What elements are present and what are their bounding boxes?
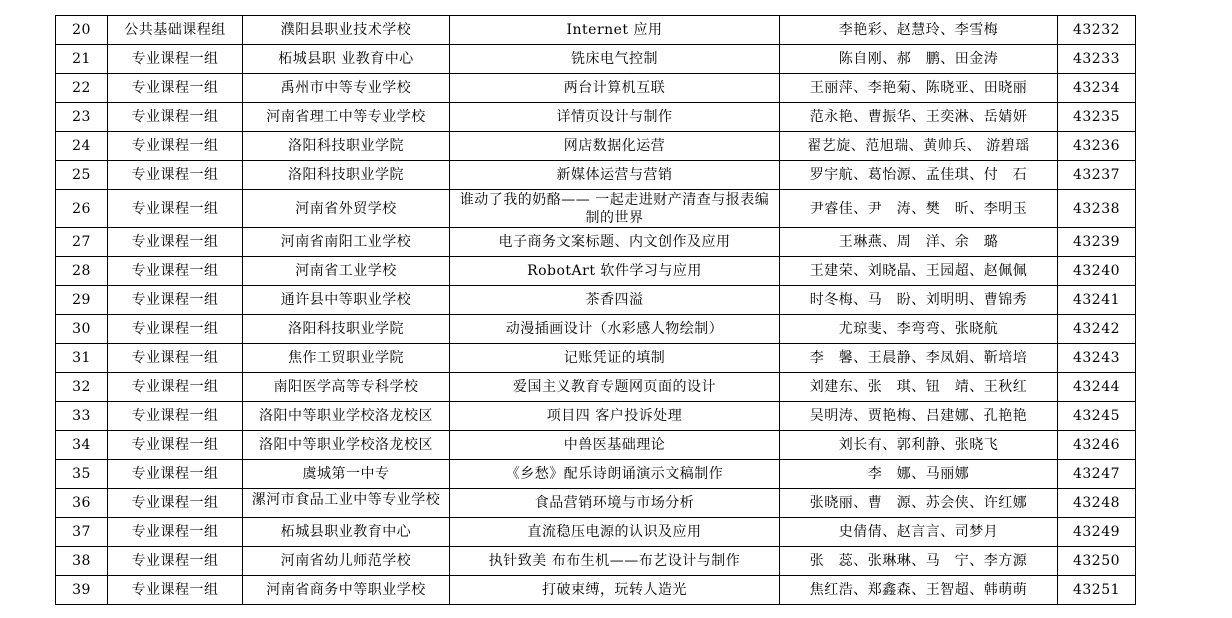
school-cell: 柘城县职业教育中心: [243, 518, 450, 547]
group-cell: 专业课程一组: [108, 132, 243, 161]
row-number-cell: 20: [56, 16, 108, 45]
group-cell: 专业课程一组: [108, 373, 243, 402]
school-cell: 河南省理工中等专业学校: [243, 103, 450, 132]
group-cell: 专业课程一组: [108, 74, 243, 103]
table-row: [56, 74, 1136, 103]
table-row: [56, 518, 1136, 547]
authors-cell: 罗宇航、葛怡源、孟佳琪、付 石: [780, 161, 1058, 190]
row-number-cell: 23: [56, 103, 108, 132]
school-cell: 河南省外贸学校: [243, 190, 450, 228]
table-row: [56, 373, 1136, 402]
group-cell: 专业课程一组: [108, 286, 243, 315]
table-row: [56, 315, 1136, 344]
school-cell: 濮阳县职业技术学校: [243, 16, 450, 45]
group-cell: 专业课程一组: [108, 190, 243, 228]
row-number-cell: 24: [56, 132, 108, 161]
work-title-cell: 新媒体运营与营销: [450, 161, 780, 190]
school-cell: 洛阳科技职业学院: [243, 161, 450, 190]
group-cell: 专业课程一组: [108, 257, 243, 286]
authors-cell: 李艳彩、赵慧玲、李雪梅: [780, 16, 1058, 45]
school-cell: 河南省工业学校: [243, 257, 450, 286]
code-cell: 43250: [1058, 547, 1136, 576]
work-title-cell: 爱国主义教育专题网页面的设计: [450, 373, 780, 402]
row-number-cell: 21: [56, 45, 108, 74]
table-row: [56, 344, 1136, 373]
row-number-cell: 22: [56, 74, 108, 103]
authors-cell: 史倩倩、赵言言、司梦月: [780, 518, 1058, 547]
table-row: [56, 16, 1136, 45]
code-cell: 43238: [1058, 190, 1136, 228]
authors-cell: 王丽萍、李艳菊、陈晓亚、田晓丽: [780, 74, 1058, 103]
group-cell: 公共基础课程组: [108, 16, 243, 45]
code-cell: 43246: [1058, 431, 1136, 460]
code-cell: 43237: [1058, 161, 1136, 190]
group-cell: 专业课程一组: [108, 315, 243, 344]
school-cell: 禹州市中等专业学校: [243, 74, 450, 103]
school-cell: 柘城县职 业教育中心: [243, 45, 450, 74]
code-cell: 43251: [1058, 576, 1136, 605]
authors-cell: 尹睿佳、尹 涛、樊 昕、李明玉: [780, 190, 1058, 228]
school-cell: 通许县中等职业学校: [243, 286, 450, 315]
code-cell: 43245: [1058, 402, 1136, 431]
row-number-cell: 36: [56, 489, 108, 518]
school-cell: [243, 489, 450, 518]
school-cell: 洛阳科技职业学院: [243, 315, 450, 344]
authors-cell: 王琳燕、周 洋、余 璐: [780, 228, 1058, 257]
code-cell: 43232: [1058, 16, 1136, 45]
authors-cell: 时冬梅、马 盼、刘明明、曹锦秀: [780, 286, 1058, 315]
authors-cell: 范永艳、曹振华、王奕淋、岳婧妍: [780, 103, 1058, 132]
authors-cell: 李 馨、王晨静、李凤娟、靳培培: [780, 344, 1058, 373]
code-cell: 43235: [1058, 103, 1136, 132]
school-cell: 南阳医学高等专科学校: [243, 373, 450, 402]
school-cell: 洛阳科技职业学院: [243, 132, 450, 161]
code-cell: 43241: [1058, 286, 1136, 315]
school-cell: 河南省幼儿师范学校: [243, 547, 450, 576]
code-cell: 43249: [1058, 518, 1136, 547]
authors-cell: 李 娜、马丽娜: [780, 460, 1058, 489]
table-row: [56, 286, 1136, 315]
table-row: [56, 257, 1136, 286]
table-row: [56, 161, 1136, 190]
table-row: [56, 547, 1136, 576]
work-title-cell: 直流稳压电源的认识及应用: [450, 518, 780, 547]
table-body: [56, 16, 1136, 605]
work-title-cell: 中兽医基础理论: [450, 431, 780, 460]
school-cell: 河南省商务中等职业学校: [243, 576, 450, 605]
row-number-cell: 34: [56, 431, 108, 460]
group-cell: 专业课程一组: [108, 344, 243, 373]
row-number-cell: 35: [56, 460, 108, 489]
work-title-cell: Internet 应用: [450, 16, 780, 45]
authors-cell: 张晓丽、曹 源、苏会侠、许红娜: [780, 489, 1058, 518]
code-cell: 43244: [1058, 373, 1136, 402]
code-cell: 43243: [1058, 344, 1136, 373]
table-row: [56, 103, 1136, 132]
row-number-cell: 27: [56, 228, 108, 257]
work-title-cell: 动漫插画设计（水彩感人物绘制）: [450, 315, 780, 344]
school-cell: 洛阳中等职业学校洛龙校区: [243, 431, 450, 460]
authors-cell: 王建荣、刘晓晶、王园超、赵佩佩: [780, 257, 1058, 286]
work-title-cell: 打破束缚，玩转人造光: [450, 576, 780, 605]
code-cell: 43233: [1058, 45, 1136, 74]
code-cell: 43239: [1058, 228, 1136, 257]
row-number-cell: 30: [56, 315, 108, 344]
table-row: [56, 576, 1136, 605]
code-cell: 43236: [1058, 132, 1136, 161]
code-cell: 43242: [1058, 315, 1136, 344]
school-cell: 河南省南阳工业学校: [243, 228, 450, 257]
work-title-cell: 项目四 客户投诉处理: [450, 402, 780, 431]
authors-cell: 翟艺旋、范旭瑞、黄帅兵、 游碧瑶: [780, 132, 1058, 161]
work-title-cell: 执针致美 布布生机——布艺设计与制作: [450, 547, 780, 576]
row-number-cell: 33: [56, 402, 108, 431]
authors-cell: 焦红浩、郑鑫森、王智超、韩萌萌: [780, 576, 1058, 605]
group-cell: 专业课程一组: [108, 161, 243, 190]
row-number-cell: 31: [56, 344, 108, 373]
work-title-cell: 茶香四溢: [450, 286, 780, 315]
code-cell: 43240: [1058, 257, 1136, 286]
group-cell: 专业课程一组: [108, 103, 243, 132]
table-row: [56, 190, 1136, 228]
work-title-cell: 食品营销环境与市场分析: [450, 489, 780, 518]
row-number-cell: 26: [56, 190, 108, 228]
work-title-cell: 电子商务文案标题、内文创作及应用: [450, 228, 780, 257]
work-title-cell: 谁动了我的奶酪—— 一起走进财产清查与报表编制的世界: [450, 190, 780, 228]
authors-cell: 刘建东、张 琪、钮 靖、王秋红: [780, 373, 1058, 402]
code-cell: 43234: [1058, 74, 1136, 103]
group-cell: 专业课程一组: [108, 547, 243, 576]
row-number-cell: 32: [56, 373, 108, 402]
authors-cell: 吴明涛、贾艳梅、吕建娜、孔艳艳: [780, 402, 1058, 431]
table-row: [56, 402, 1136, 431]
row-number-cell: 37: [56, 518, 108, 547]
row-number-cell: 39: [56, 576, 108, 605]
row-number-cell: 29: [56, 286, 108, 315]
school-cell: 焦作工贸职业学院: [243, 344, 450, 373]
table-row: [56, 132, 1136, 161]
row-number-cell: 28: [56, 257, 108, 286]
group-cell: 专业课程一组: [108, 431, 243, 460]
work-title-cell: 记账凭证的填制: [450, 344, 780, 373]
school-name-text: 漯河市食品工业中等专业学校: [251, 492, 441, 508]
work-title-cell: 铣床电气控制: [450, 45, 780, 74]
table-row: [56, 489, 1136, 518]
row-number-cell: 25: [56, 161, 108, 190]
code-cell: 43248: [1058, 489, 1136, 518]
table-row: [56, 431, 1136, 460]
work-title-cell: RobotArt 软件学习与应用: [450, 257, 780, 286]
work-title-cell: 两台计算机互联: [450, 74, 780, 103]
authors-cell: 陈自刚、郝 鹏、田金涛: [780, 45, 1058, 74]
work-title-cell: 《乡愁》配乐诗朗诵演示文稿制作: [450, 460, 780, 489]
group-cell: 专业课程一组: [108, 518, 243, 547]
authors-cell: 刘长有、郭利静、张晓飞: [780, 431, 1058, 460]
work-title-cell: 详情页设计与制作: [450, 103, 780, 132]
authors-cell: 张 蕊、张琳琳、马 宁、李方源: [780, 547, 1058, 576]
code-cell: 43247: [1058, 460, 1136, 489]
group-cell: 专业课程一组: [108, 489, 243, 518]
work-title-cell: 网店数据化运营: [450, 132, 780, 161]
row-number-cell: 38: [56, 547, 108, 576]
table-row: [56, 45, 1136, 74]
table-row: [56, 228, 1136, 257]
school-cell: 洛阳中等职业学校洛龙校区: [243, 402, 450, 431]
authors-cell: 尤琼斐、李弯弯、张晓航: [780, 315, 1058, 344]
table-row: [56, 460, 1136, 489]
award-list-table: [55, 15, 1136, 605]
group-cell: 专业课程一组: [108, 228, 243, 257]
school-cell: 虞城第一中专: [243, 460, 450, 489]
group-cell: 专业课程一组: [108, 402, 243, 431]
group-cell: 专业课程一组: [108, 460, 243, 489]
group-cell: 专业课程一组: [108, 45, 243, 74]
group-cell: 专业课程一组: [108, 576, 243, 605]
